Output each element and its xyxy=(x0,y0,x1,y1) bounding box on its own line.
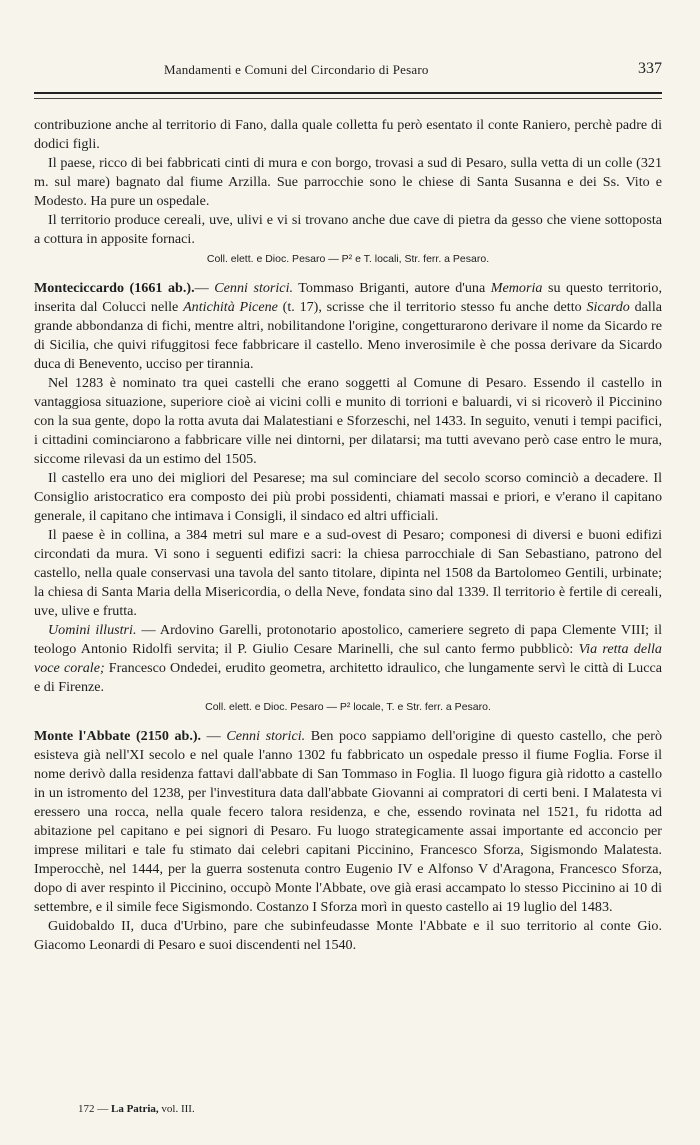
text: (t. 17), scrisse che il territorio stesso fu anche detto xyxy=(277,299,587,315)
italic-title: Via retta della voce corale; xyxy=(34,641,662,676)
text: su questo territorio, inserita dal Colucci nelle xyxy=(34,280,663,315)
italic-term: Memoria xyxy=(490,280,543,296)
paragraph: Il paese è in collina, a 384 metri sul mare e a sud-ovest di Pesaro; componesi di diversi e buoni edifizi circondati da mura. Vi sono i seguenti edifizi sacri: la chiesa parrocchiale di San Sebastiano, patrono del castello, nella quale conservasi una tavola del santo titolare, dipinta nel 1508 da Bartolomeo Gentili, urbinate; la chiesa di Santa Maria della Misericordia, o della Neve, fondata sino dal 1339. Il territorio è fertile di cereali, uve, ulive e frutta. xyxy=(34,527,662,619)
section-gap xyxy=(34,271,662,279)
volume: vol. III. xyxy=(161,1103,195,1115)
subheading: Cenni storici. xyxy=(214,280,294,296)
paragraph: Il territorio produce cereali, uve, ulivi e vi si trovano anche due cave di pietra da gesso che viene sottoposta a cottura in apposite fornaci. xyxy=(34,212,662,247)
italic-term: Antichità Picene xyxy=(183,299,278,315)
italic-term: Sicardo xyxy=(586,299,630,315)
paragraph: contribuzione anche al territorio di Fano, dalla quale colletta fu però esentato il conte Raniero, perchè padre di dodici figli. xyxy=(34,117,662,152)
entry-heading: Monte l'Abbate (2150 ab.). xyxy=(34,728,202,744)
section-gap xyxy=(34,719,662,727)
page-number: 337 xyxy=(638,60,662,77)
text: — Ardovino Garelli, protonotario apostolico, cameriere segreto di papa Clemente VIII; il teologo Antonio Ridolfi servita; il P. Giulio Cesare Marinelli, che sul canto fermo pubblicò: xyxy=(34,622,662,657)
paragraph: Il castello era uno dei migliori del Pesarese; ma sul cominciare del secolo scorso cominciò a decadere. Il Consiglio aristocratico era composto dei più probi possidenti, chiamati massai e priori, e v'erano il capitano generale, il capitano che intimava i Consigli, il sindaco ed altri ufficiali. xyxy=(34,470,662,524)
header-rule-thin xyxy=(34,98,662,99)
page-body xyxy=(34,116,662,955)
paragraph: Guidobaldo II, duca d'Urbino, pare che subinfeudasse Monte l'Abbate e il suo territorio al conte Gio. Giacomo Leonardi di Pesaro e suoi discendenti nel 1540. xyxy=(34,918,662,953)
running-header xyxy=(34,62,662,82)
subheading: Cenni storici. xyxy=(226,728,306,744)
paragraph: Il paese, ricco di bei fabbricati cinti di mura e con borgo, trovasi a sud di Pesaro, sulla vetta di un colle (321 m. sul mare) bagnato dal fiume Arzilla. Sue parrocchie sono le chiese di Santa Susanna e dei Ss. Vito e Modesto. Ha pure un ospedale. xyxy=(34,155,662,209)
subheading: Uomini illustri. xyxy=(48,622,137,638)
paragraph xyxy=(34,621,662,697)
page-footer xyxy=(78,1103,195,1115)
paragraph xyxy=(34,727,662,917)
electoral-info: Coll. elett. e Dioc. Pesaro — P² e T. locali, Str. ferr. a Pesaro. xyxy=(206,253,490,265)
paragraph: Nel 1283 è nominato tra quei castelli che erano soggetti al Comune di Pesaro. Essendo il castello in vantaggiosa situazione, superiore cioè ai vicini colli e munito di torrioni e baluardi, vi si ricoverò il Piccinino con la sua gente, dopo la rotta avuta dai Malatestiani e Sforzeschi, nel 1433. In seguito, venuti i tempi pacifici, i cittadini cominciarono a fabbricare ville nei dintorni, per dilatarsi; ma tutti avevano però case entro le mura, siccome rilevasi da un estimo del 1505. xyxy=(34,375,662,467)
header-rule-thick xyxy=(34,92,662,94)
entry-heading: Monteciccardo (1661 ab.). xyxy=(34,280,195,296)
electoral-info: Coll. elett. e Dioc. Pesaro — P² locale, T. e Str. ferr. a Pesaro. xyxy=(205,701,491,713)
text: Francesco Ondedei, erudito geometra, architetto idraulico, che lungamente servì le città di Lucca e di Firenze. xyxy=(34,660,662,695)
text: Tommaso Briganti, autore d'una xyxy=(293,280,491,296)
signature-number: 172 — xyxy=(78,1103,109,1115)
work-title: La Patria, xyxy=(111,1103,159,1115)
dash: — xyxy=(194,280,215,296)
running-title: Mandamenti e Comuni del Circondario di Pesaro xyxy=(164,62,429,77)
dash: — xyxy=(201,728,227,744)
paragraph xyxy=(34,279,662,374)
text: Ben poco sappiamo dell'origine di questo castello, che però esisteva già nell'XI secolo e nel quale l'anno 1302 fu fabbricato un ospedale presso il fiume Foglia. Forse il nome derivò dalla residenza fattavi dall'abbate di San Tommaso in Foglia. Il luogo figura già ridotto a castello in un istromento del 1238, per l'investitura data dall'abbate Giovanni ai compratori di certi beni. I Malatesta vi eressero una rocca, nella quale fecero talora residenza, e che, essendo rovinata nel 1521, fu ridotta ad abitazione pel capitano e pei signori di Pesaro. Fu luogo strategicamente assai importante ed acconcio per imprese militari e tale fu stimato dai celebri capitani Piccinino, Francesco Sforza, Sigismondo Malatesta. Imperocchè, nel 1444, per la guerra sostenuta contro Eugenio IV e Alfonso V d'Aragona, Francesco Sforza, dopo di aver respinto il Piccinino, occupò Monte l'Abbate, ove già erasi accampato lo stesso Piccinino ai 10 di settembre, e il simile fece Sigismondo. Costanzo I Sforza morì in questo castello ai 19 luglio del 1483. xyxy=(34,728,663,915)
text: dalla grande abbondanza di fichi, mentre altri, nobilitandone l'origine, congetturarono derivare il nome da Sicardo re di Sicilia, che quivi rifuggitosi fece fabbricare il castello. Meno inverosimile è che possa derivare da Sicardo duca di Benevento, ucciso per tirannia. xyxy=(34,299,662,372)
